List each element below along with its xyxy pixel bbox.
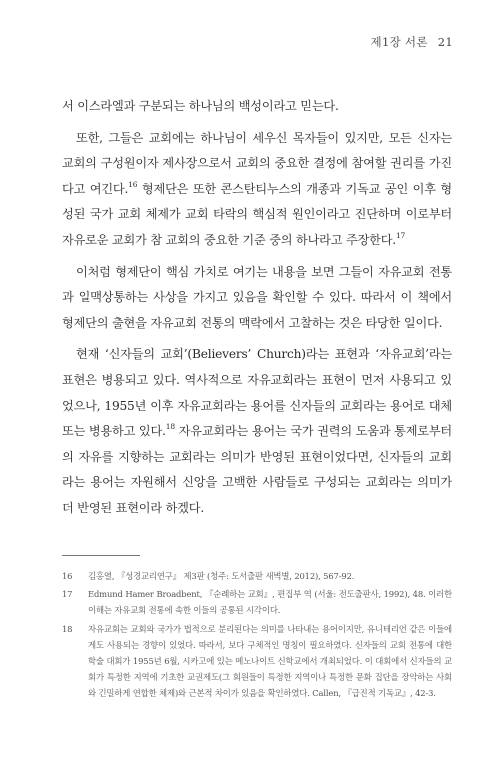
paragraph-4-text-a: 현재 ‘신자들의 교회’(Believers’ Church)라는 표현과 ‘자유교회’라는 표현은 병용되고 있다. 역사적으로 자유교회라는 표현이 먼저 사용되고 있었으나, 1955년 이후 자유교회라는 용어를 신자들의 교회라는 용어로 대체 또는 병용하고 있다. xyxy=(62,347,452,439)
footnote-number: 16 xyxy=(62,571,73,581)
footnote-number: 18 xyxy=(62,623,73,634)
paragraph-2-text-a: 또한, 그들은 교회에는 하나님이 세우신 목자들이 있지만, 모든 신자는 교회의 구성원이자 제사장으로서 교회의 중요한 결정에 참여할 권리를 가진다고 여긴다. xyxy=(62,130,452,196)
footnote-number: 17 xyxy=(62,589,73,600)
paragraph-3: 이처럼 형제단이 핵심 가치로 여기는 내용을 보면 그들이 자유교회 전통과 일맥상통하는 사상을 가지고 있음을 확인할 수 있다. 따라서 이 책에서 형제단의 출현을 자유교회 전통의 맥락에서 고찰하는 것은 타당한 일이다. xyxy=(62,264,452,330)
footnotes xyxy=(62,568,452,704)
paragraph-2-text-b: 형제단은 또한 콘스탄티누스의 개종과 기독교 공인 이후 형성된 국가 교회 체제가 교회 타락의 핵심적 원인이라고 진단하며 이로부터 자유로운 교회가 참 교회의 중요한 기준 중의 하나라고 주장한다. xyxy=(62,181,452,247)
footnote-divider xyxy=(62,555,140,556)
footnote-16 xyxy=(62,568,452,584)
paragraph-4-text-b: 자유교회라는 용어는 국가 권력의 도움과 통제로부터의 자유를 지향하는 교회라는 의미가 반영된 표현이었다면, 신자들의 교회라는 용어는 자원해서 신앙을 고백한 사람들로 구성되는 교회라는 의미가 더 반영된 표현이라 하겠다. xyxy=(62,424,453,515)
footnote-17 xyxy=(62,586,452,618)
paragraph-4 xyxy=(62,342,452,521)
footnote-ref-18[interactable]: 18 xyxy=(165,422,175,432)
footnote-text: 김홍열, 『성경교리연구』 제3판 (청주: 도서출판 새벽별, 2012), 567-92. xyxy=(88,571,355,581)
body-text xyxy=(62,94,452,528)
footnote-text: 자유교회는 교회와 국가가 법적으로 분리된다는 의미를 나타내는 용어이지만, 유니테리언 같은 이들에게도 사용되는 경향이 있었다. 따라서, 보다 구체적인 명칭이 필요하였다. 신자들의 교회 전통에 대한 학술 대회가 1955년 6월, 시카고에 있는 메노나이트 신학교에서 개최되었다. 이 대회에서 신자들의 교회가 특정한 지역에 기초한 교권제도(그 회원들이 특정한 지역이나 특정한 문화 집단을 장악하는 사회와 긴밀하게 연합한 체제)와 근본적 차이가 있음을 확인하였다. Callen, 『급진적 기독교』, 42-3. xyxy=(88,623,452,699)
running-header xyxy=(371,34,453,50)
paragraph-2 xyxy=(62,126,452,254)
footnote-18 xyxy=(62,621,452,702)
chapter-title: 제1장 서론 xyxy=(370,35,428,49)
footnote-text: Edmund Hamer Broadbent, 『순례하는 교회』, 편집부 역 (서울: 전도출판사, 1992), 48. 이러한 이해는 자유교회 전통에 속한 이들의 공통된 시각이다. xyxy=(88,589,452,616)
paragraph-1: 서 이스라엘과 구분되는 하나님의 백성이라고 믿는다. xyxy=(62,99,339,113)
footnote-ref-16[interactable]: 16 xyxy=(128,179,138,189)
footnote-ref-17[interactable]: 17 xyxy=(395,230,406,240)
page-number: 21 xyxy=(437,35,453,49)
